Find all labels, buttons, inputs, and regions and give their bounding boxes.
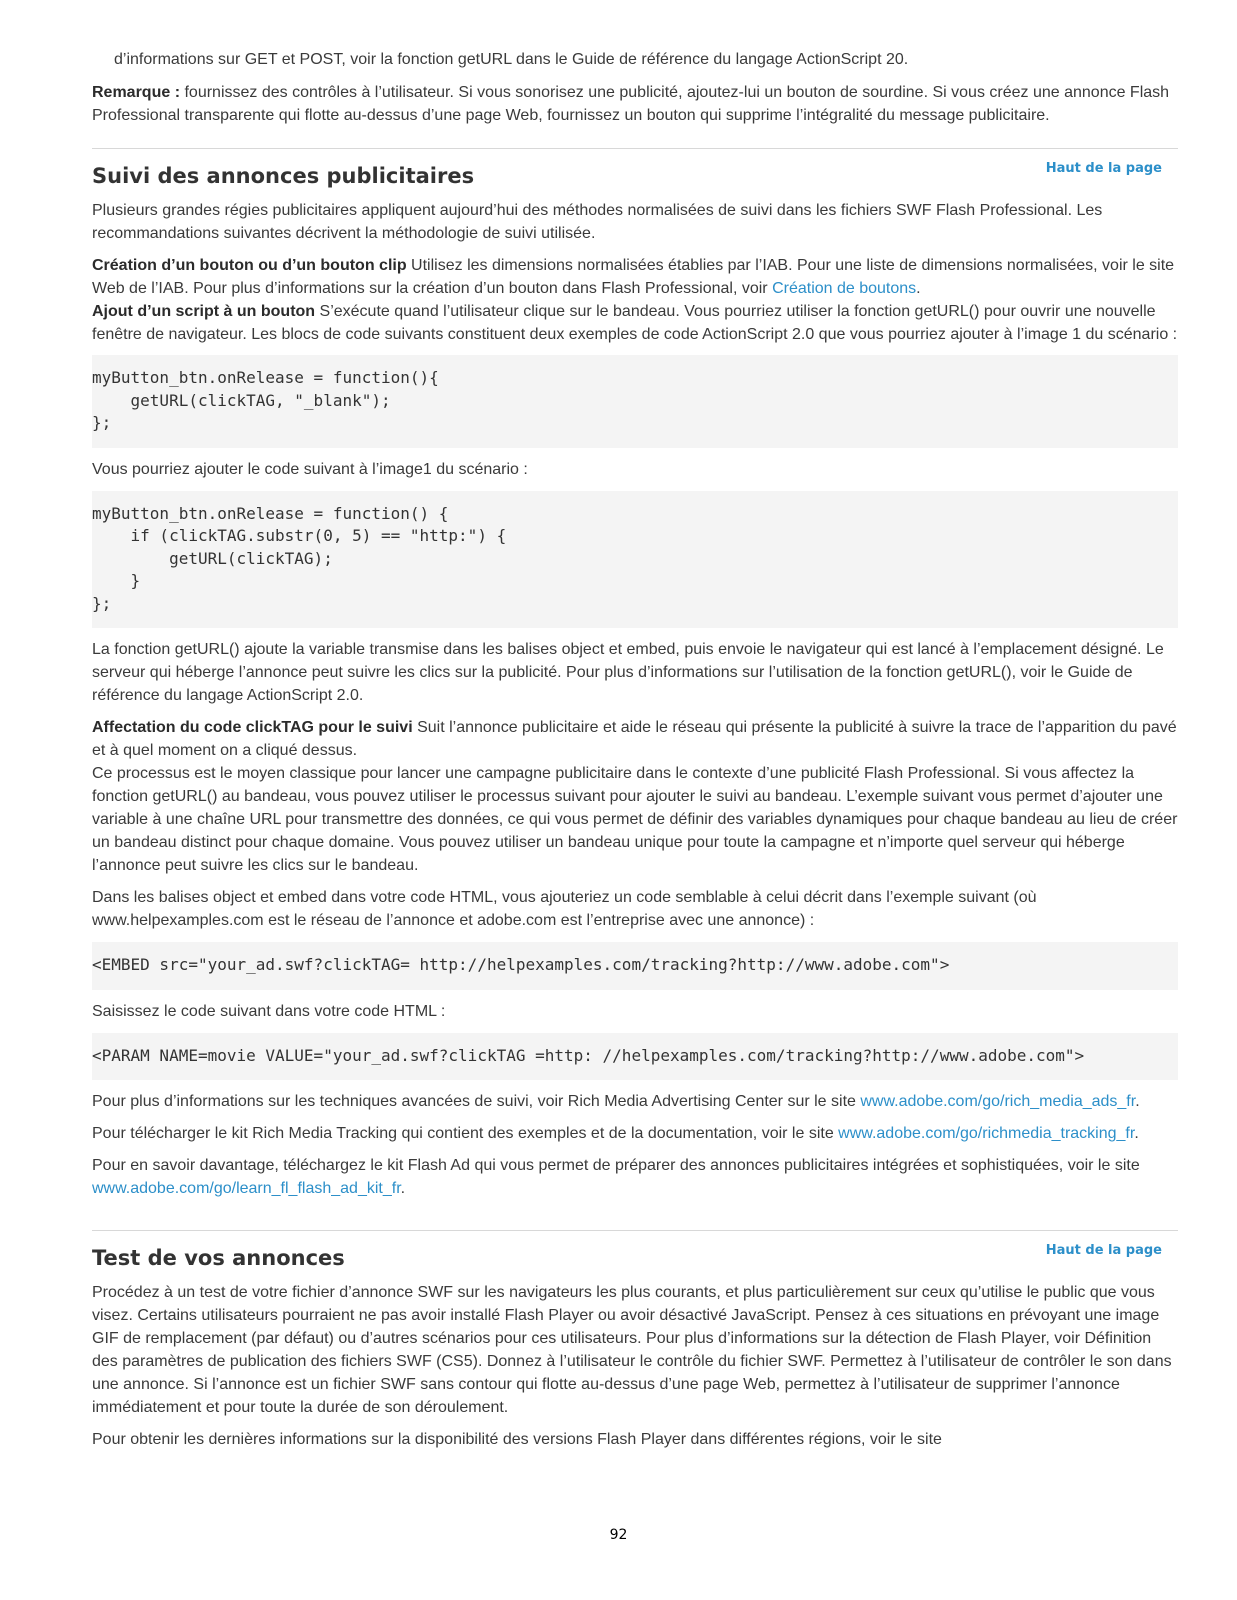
processus-paragraph: Ce processus est le moyen classique pour lancer une campagne publicitaire dans le contexte d’une publicité Flash Professional. Si vous affectez la fonction getURL() au bandeau, vous pouvez utiliser le processus suivant pour ajouter le suivi au bandeau. L’exemple suivant vous permet d’ajouter une variable à une chaîne URL pour transmettre des données, ce qui vous permet de définir des variables dynamiques pour chaque bandeau au lieu de créer un bandeau distinct pour chaque domaine. Vous pouvez utiliser un bandeau unique pour toute la campagne et n’importe quel serveur qui héberge l’annonce peut suivre les clics sur le bandeau. [92,765,1178,874]
flash-player-paragraph: Pour obtenir les dernières informations sur la disponibilité des versions Flash Player dans différentes régions, voir le site [92,1431,942,1448]
document-page [92,48,1178,1460]
code-block-embed: <EMBED src="your_ad.swf?clickTAG= http://helpexamples.com/tracking?http://www.adobe.com"> [92,942,1178,990]
page-number: 92 [609,1527,628,1543]
affectation-text: Suit l’annonce publicitaire et aide le réseau qui présente la publicité à suivre la trace de l’apparition du pavé et à quel moment on a cliqué dessus. [92,719,1177,759]
remarque-paragraph [92,81,1178,127]
code-block-param: <PARAM NAME=movie VALUE="your_ad.swf?clickTAG =http: //helpexamples.com/tracking?http://www.adobe.com"> [92,1033,1178,1081]
creation-text: Utilisez les dimensions normalisées établies par l’IAB. Pour une liste de dimensions normalisées, voir le site Web de l’IAB. Pour plus d’informations sur la création d’un bouton dans Flash Professional, voir [92,257,1175,297]
creation-label: Création d’un bouton ou d’un bouton clip [92,257,407,274]
rich-media-text: Pour plus d’informations sur les techniques avancées de suivi, voir Rich Media Advertising Center sur le site [92,1093,861,1110]
intro-paragraph: d’informations sur GET et POST, voir la fonction getURL dans le Guide de référence du langage ActionScript 20. [114,51,909,68]
ajout-label: Ajout d’un script à un bouton [92,303,316,320]
section-header-suivi [92,149,1178,195]
ajout-paragraph [92,300,1178,346]
creation-paragraph: Création d’un bouton ou d’un bouton clip Utilisez les dimensions normalisées établies par l’IAB. Pour une liste de dimensions normalisées, voir le site Web de l’IAB. Pour plus d’informations sur la création d’un bouton dans Flash Professional, voir Création de boutons. [92,257,1175,297]
affectation-label: Affectation du code clickTAG pour le suivi [92,719,413,736]
rich-media-paragraph: Pour plus d’informations sur les techniques avancées de suivi, voir Rich Media Advertising Center sur le site www.adobe.com/go/rich_media_ads_fr. [92,1093,1140,1110]
ajout-text: S’exécute quand l’utilisateur clique sur le bandeau. Vous pourriez utiliser la fonction getURL() pour ouvrir une nouvelle fenêtre de navigateur. Les blocs de code suivants constituent deux exemples de code ActionScript 2.0 que vous pourriez ajouter à l’image 1 du scénario : [92,303,1178,343]
geturl-paragraph: La fonction getURL() ajoute la variable transmise dans les balises object et embed, puis envoie le navigateur qui est lancé à l’emplacement désigné. Le serveur qui héberge l’annonce peut suivre les clics sur la publicité. Pour plus d’informations sur l’utilisation de la fonction getURL(), voir le Guide de référence du langage ActionScript 2.0. [92,641,1164,704]
tracking-kit-paragraph: Pour télécharger le kit Rich Media Tracking qui contient des exemples et de la documentation, voir le site www.adobe.com/go/richmedia_tracking_fr. [92,1125,1139,1142]
suivi-intro-paragraph: Plusieurs grandes régies publicitaires appliquent aujourd’hui des méthodes normalisées de suivi dans les fichiers SWF Flash Professional. Les recommandations suivantes décrivent la méthodologie de suivi utilisée. [92,202,1103,242]
saisissez-paragraph: Saisissez le code suivant dans votre code HTML : [92,1002,446,1020]
test-paragraph: Procédez à un test de votre fichier d’annonce SWF sur les navigateurs les plus courants, et plus particulièrement sur ceux qu’utilise le public que vous visez. Certains utilisateurs pourraient ne pas avoir installé Flash Player ou avoir désactivé JavaScript. Pensez à ces situations en prévoyant une image GIF de remplacement (par défaut) ou d’autres scénarios pour ces utilisateurs. Pour plus d’informations sur la détection de Flash Player, voir Définition des paramètres de publication des fichiers SWF (CS5). Donnez à l’utilisateur le contrôle du fichier SWF. Permettez à l’utilisateur de contrôler le son dans une annonce. Si l’annonce est un fichier SWF sans contour qui flotte au-dessus d’une page Web, permettez à l’utilisateur de supprimer l’annonce immédiatement et pour toute la durée de son déroulement. [92,1284,1172,1416]
remarque-label: Remarque : [92,84,181,101]
between-code-paragraph: Vous pourriez ajouter le code suivant à l’image1 du scénario : [92,460,528,478]
rich-media-ads-link[interactable]: www.adobe.com/go/rich_media_ads_fr [860,1093,1136,1110]
tracking-kit-text: Pour télécharger le kit Rich Media Tracking qui contient des exemples et de la documentation, voir le site [92,1125,839,1142]
code-block-1: myButton_btn.onRelease = function(){ getURL(clickTAG, "_blank"); }; [92,355,1178,448]
section-header-test [92,1231,1178,1277]
balises-paragraph: Dans les balises object et embed dans votre code HTML, vous ajouteriez un code semblable à celui décrit dans l’exemple suivant (où www.helpexamples.com est le réseau de l’annonce et adobe.com est l’entreprise avec une annonce) : [92,889,1037,929]
code-block-2: myButton_btn.onRelease = function() { if (clickTAG.substr(0, 5) == "http:") { getURL(clickTAG); } }; [92,491,1178,629]
flash-ad-kit-paragraph: Pour en savoir davantage, téléchargez le kit Flash Ad qui vous permet de préparer des annonces publicitaires intégrées et sophistiquées, voir le site www.adobe.com/go/learn_fl_flash_ad_kit_fr. [92,1157,1140,1197]
affectation-paragraph [92,716,1178,762]
back-to-top-link[interactable]: Haut de la page [1045,1243,1162,1258]
flash-ad-kit-link[interactable]: www.adobe.com/go/learn_fl_flash_ad_kit_fr [92,1180,401,1197]
section-title-test: Test de vos annonces [92,1246,345,1270]
richmedia-tracking-link[interactable]: www.adobe.com/go/richmedia_tracking_fr [838,1125,1135,1142]
section-title-suivi: Suivi des annonces publicitaires [92,164,475,188]
remarque-text: fournissez des contrôles à l’utilisateur. Si vous sonorisez une publicité, ajoutez-lui un bouton de sourdine. Si vous créez une annonce Flash Professional transparente qui flotte au-dessus d’une page Web, fournissez un bouton qui supprime l’intégralité du message publicitaire. [92,84,1170,124]
back-to-top-link[interactable]: Haut de la page [1045,161,1162,176]
creation-boutons-link[interactable]: Création de boutons [772,280,917,297]
flash-ad-kit-text: Pour en savoir davantage, téléchargez le kit Flash Ad qui vous permet de préparer des annonces publicitaires intégrées et sophistiquées, voir le site [92,1157,1140,1174]
